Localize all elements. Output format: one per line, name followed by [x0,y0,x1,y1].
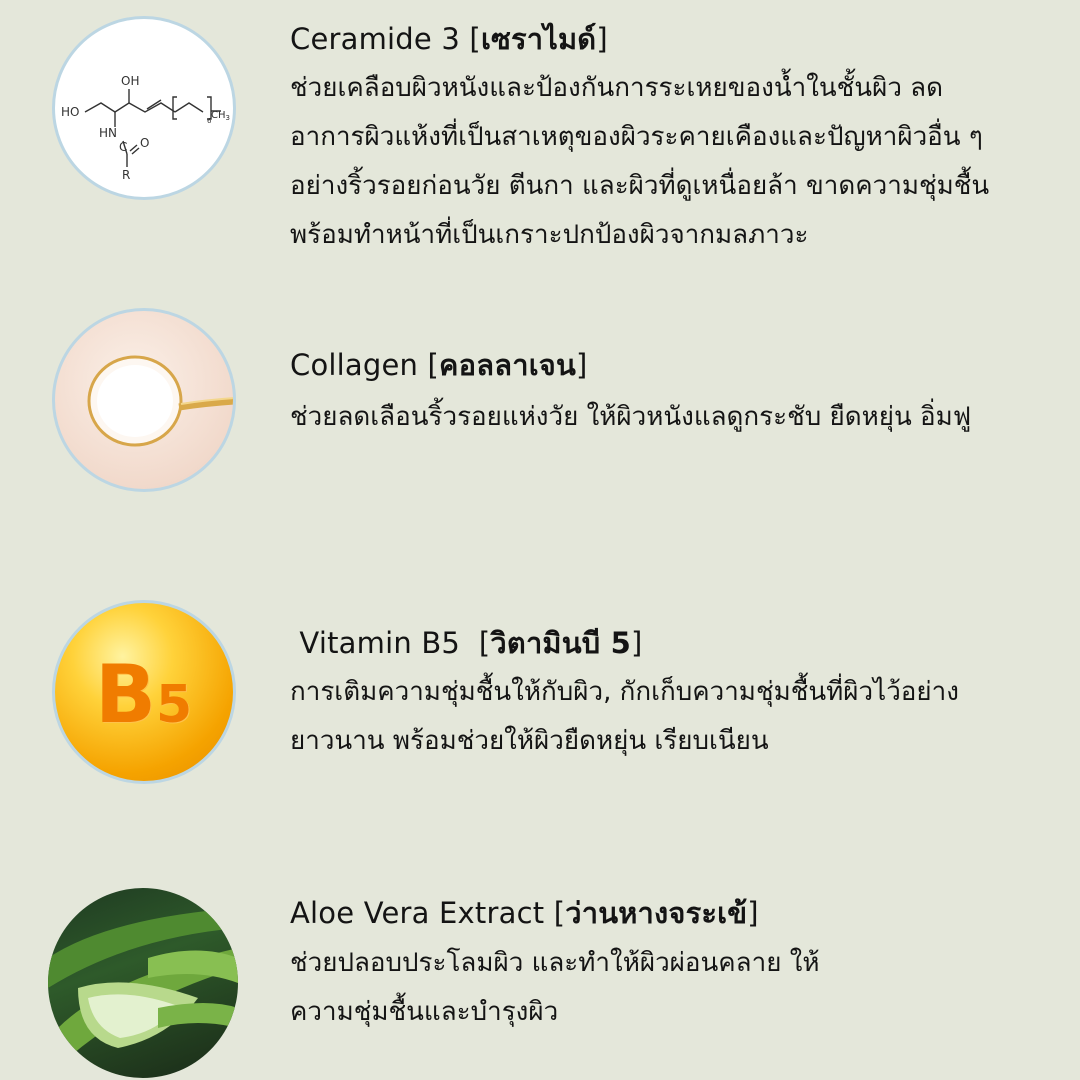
title-bracket: ] [596,22,608,56]
ingredient-title [290,620,643,666]
description-line: ยาวนาน พร้อมช่วยให้ผิวยืดหยุ่น เรียบเนียน [290,726,769,756]
badge-letter: B [95,648,156,741]
vitamin-b5-badge [95,648,193,745]
ingredient-description [290,939,1060,1037]
collagen-powder-spoon-icon [52,308,236,492]
aloe-vera-leaf-icon [48,888,238,1078]
description-line: ช่วยปลอบประโลมผิว และทำให้ผิวผ่อนคลาย ให้ [290,948,820,978]
title-english: Vitamin B5 [ [290,626,491,660]
hn-label: HN [99,126,117,140]
title-bracket: ] [576,348,588,382]
title-thai: วิตามินบี 5 [490,626,632,660]
ho-label: HO [61,105,80,119]
description-line: ความชุ่มชื้นและบำรุงผิว [290,997,559,1027]
title-english: Ceramide 3 [ [290,22,481,56]
ingredient-description [290,668,1060,766]
ingredient-title [290,342,588,388]
description-line: พร้อมทำหน้าที่เป็นเกราะปกป้องผิวจากมลภาวะ [290,220,809,250]
ceramide-structure-icon [52,16,236,200]
title-thai: เซราไมด์ [480,22,597,56]
c-label: C [119,140,128,154]
description-line: อาการผิวแห้งที่เป็นสาเหตุของผิวระคายเคืองและปัญหาผิวอื่น ๆ [290,122,983,152]
title-english: Aloe Vera Extract [ [290,896,566,930]
vitamin-b5-sphere-icon [52,600,236,784]
ingredient-description [290,64,1060,260]
title-english: Collagen [ [290,348,440,382]
ingredient-title [290,16,608,62]
title-bracket: ] [747,896,759,930]
title-bracket: ] [631,626,643,660]
description-line: ช่วยลดเลือนริ้วรอยแห่งวัย ให้ผิวหนังแลดูกระชับ ยืดหยุ่น อิ่มฟู [290,402,972,432]
badge-number: 5 [155,675,193,735]
oh-label: OH [121,74,140,88]
repeat-sub-label: 6 [207,117,212,125]
ingredient-description [290,393,1060,442]
description-line: ช่วยเคลือบผิวหนังและป้องกันการระเหยของน้ำในชั้นผิว ลด [290,73,943,103]
ingredient-title [290,890,759,936]
ch3-label: $CH_3$ [211,110,230,122]
r-label: R [122,168,131,182]
description-line: อย่างริ้วรอยก่อนวัย ตีนกา และผิวที่ดูเหนื่อยล้า ขาดความชุ่มชื้น [290,171,990,201]
description-line: การเติมความชุ่มชื้นให้กับผิว, กักเก็บความชุ่มชื้นที่ผิวไว้อย่าง [290,677,959,707]
o-label: O [140,136,150,150]
title-thai: ว่านหางจระเข้ [565,896,748,930]
title-thai: คอลลาเจน [439,348,577,382]
